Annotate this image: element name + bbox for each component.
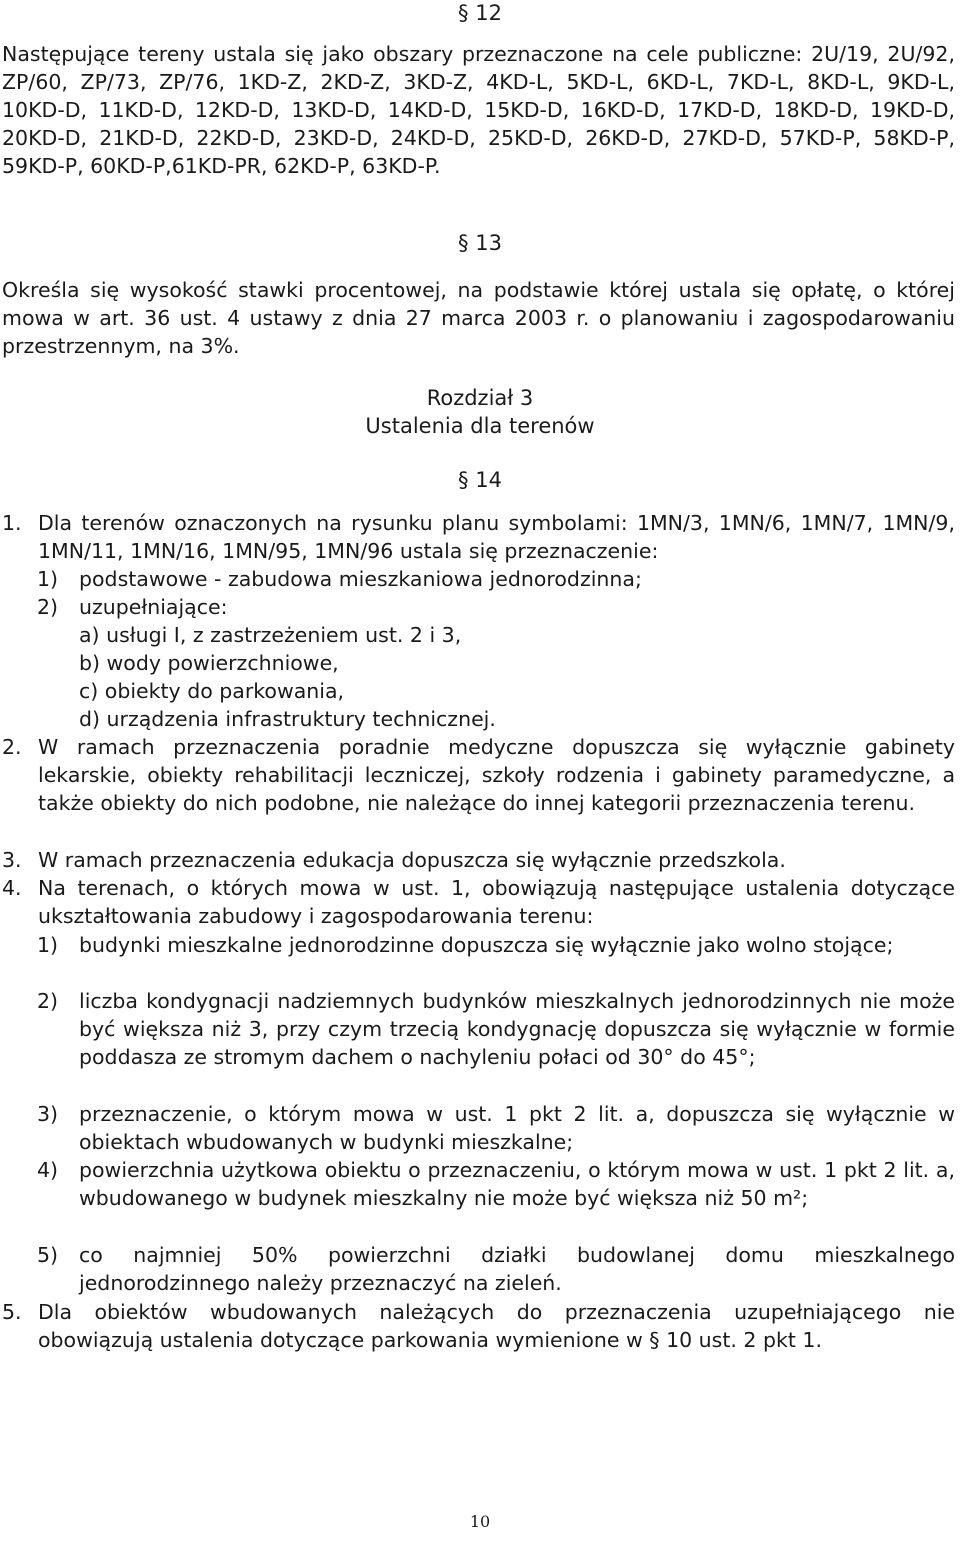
- list-item: [2, 733, 955, 817]
- sub-sub-item: d) urządzenia infrastruktury technicznej.: [79, 707, 496, 731]
- sub-item-number: 2): [37, 989, 59, 1013]
- sub-sub-item: c) obiekty do parkowania,: [79, 679, 345, 703]
- sub-item-text: powierzchnia użytkowa obiektu o przeznaczeniu, o którym mowa w ust. 1 pkt 2 lit. a, wbudowanego w budynek mieszkalny nie może być większa niż 50 m²;: [79, 1158, 955, 1210]
- item-number: 4.: [2, 876, 22, 900]
- sub-item: [37, 1100, 955, 1156]
- sub-sub-item: b) wody powierzchniowe,: [79, 651, 339, 675]
- item-text: Dla terenów oznaczonych na rysunku planu symbolami: 1MN/3, 1MN/6, 1MN/7, 1MN/9, 1MN/11, 1MN/16, 1MN/95, 1MN/96 ustala się przeznaczenie:: [38, 511, 955, 563]
- section-14-heading: § 14: [458, 468, 502, 492]
- list-item: [2, 846, 955, 874]
- sub-item-number: 1): [37, 933, 59, 957]
- sub-item: [37, 987, 955, 1071]
- item-number: 1.: [2, 511, 22, 535]
- sub-item-text: uzupełniające:: [79, 595, 228, 619]
- sub-item: [37, 593, 955, 621]
- section-13-text: Określa się wysokość stawki procentowej, na podstawie której ustala się opłatę, o której mowa w art. 36 ust. 4 ustawy z dnia 27 marca 2003 r. o planowaniu i zagospodarowaniu przestrzennym, na 3%.: [2, 278, 955, 358]
- sub-item-number: 3): [37, 1102, 59, 1126]
- sub-item-text: budynki mieszkalne jednorodzinne dopuszcza się wyłącznie jako wolno stojące;: [79, 933, 894, 957]
- sub-item-text: liczba kondygnacji nadziemnych budynków mieszkalnych jednorodzinnych nie może być większa niż 3, przy czym trzecią kondygnację dopuszcza się wyłącznie w formie poddasza ze stromym dachem o nachyleniu połaci od 30° do 45°;: [79, 989, 955, 1069]
- sub-item: [37, 1241, 955, 1297]
- list-item: [2, 509, 955, 565]
- sub-item-text: przeznaczenie, o którym mowa w ust. 1 pkt 2 lit. a, dopuszcza się wyłącznie w obiektach wbudowanych w budynki mieszkalne;: [79, 1102, 955, 1154]
- sub-item-number: 1): [37, 567, 59, 591]
- item-text: Na terenach, o których mowa w ust. 1, obowiązują następujące ustalenia dotyczące ukształtowania zabudowy i zagospodarowania terenu:: [38, 876, 955, 928]
- item-text: W ramach przeznaczenia edukacja dopuszcza się wyłącznie przedszkola.: [38, 848, 786, 872]
- section-13-heading: § 13: [458, 231, 502, 255]
- chapter-subtitle: Ustalenia dla terenów: [365, 414, 595, 438]
- item-number: 3.: [2, 848, 22, 872]
- sub-item-number: 4): [37, 1158, 59, 1182]
- section-12-heading: § 12: [458, 1, 502, 25]
- chapter-title: Rozdział 3: [426, 386, 534, 410]
- sub-item: [37, 931, 955, 959]
- sub-item-number: 2): [37, 595, 59, 619]
- item-number: 5.: [2, 1300, 22, 1324]
- item-number: 2.: [2, 735, 22, 759]
- section-12-text: Następujące tereny ustala się jako obszary przeznaczone na cele publiczne: 2U/19, 2U/92, ZP/60, ZP/73, ZP/76, 1KD-Z, 2KD-Z, 3KD-Z, 4KD-L, 5KD-L, 6KD-L, 7KD-L, 8KD-L, 9KD-L, 10KD-D, 11KD-D, 12KD-D, 13KD-D, 14KD-D, 15KD-D, 16KD-D, 17KD-D, 18KD-D, 19KD-D, 20KD-D, 21KD-D, 22KD-D, 23KD-D, 24KD-D, 25KD-D, 26KD-D, 27KD-D, 57KD-P, 58KD-P, 59KD-P, 60KD-P,61KD-PR, 62KD-P, 63KD-P.: [2, 42, 955, 178]
- sub-item: [37, 565, 955, 593]
- item-text: W ramach przeznaczenia poradnie medyczne dopuszcza się wyłącznie gabinety lekarskie, obiekty rehabilitacji leczniczej, szkoły rodzenia i gabinety paramedyczne, a także obiekty do nich podobne, nie należące do innej kategorii przeznaczenia terenu.: [38, 735, 955, 815]
- sub-item-text: podstawowe - zabudowa mieszkaniowa jednorodzinna;: [79, 567, 642, 591]
- page-number: 10: [469, 1512, 491, 1531]
- sub-item: [37, 1156, 955, 1212]
- list-item: [2, 874, 955, 930]
- item-text: Dla obiektów wbudowanych należących do przeznaczenia uzupełniającego nie obowiązują ustalenia dotyczące parkowania wymienione w § 10 ust. 2 pkt 1.: [38, 1300, 955, 1352]
- sub-item-text: co najmniej 50% powierzchni działki budowlanej domu mieszkalnego jednorodzinnego należy przeznaczyć na zieleń.: [79, 1243, 955, 1295]
- list-item: [2, 1298, 955, 1354]
- sub-item-number: 5): [37, 1243, 59, 1267]
- sub-sub-item: a) usługi I, z zastrzeżeniem ust. 2 i 3,: [79, 623, 462, 647]
